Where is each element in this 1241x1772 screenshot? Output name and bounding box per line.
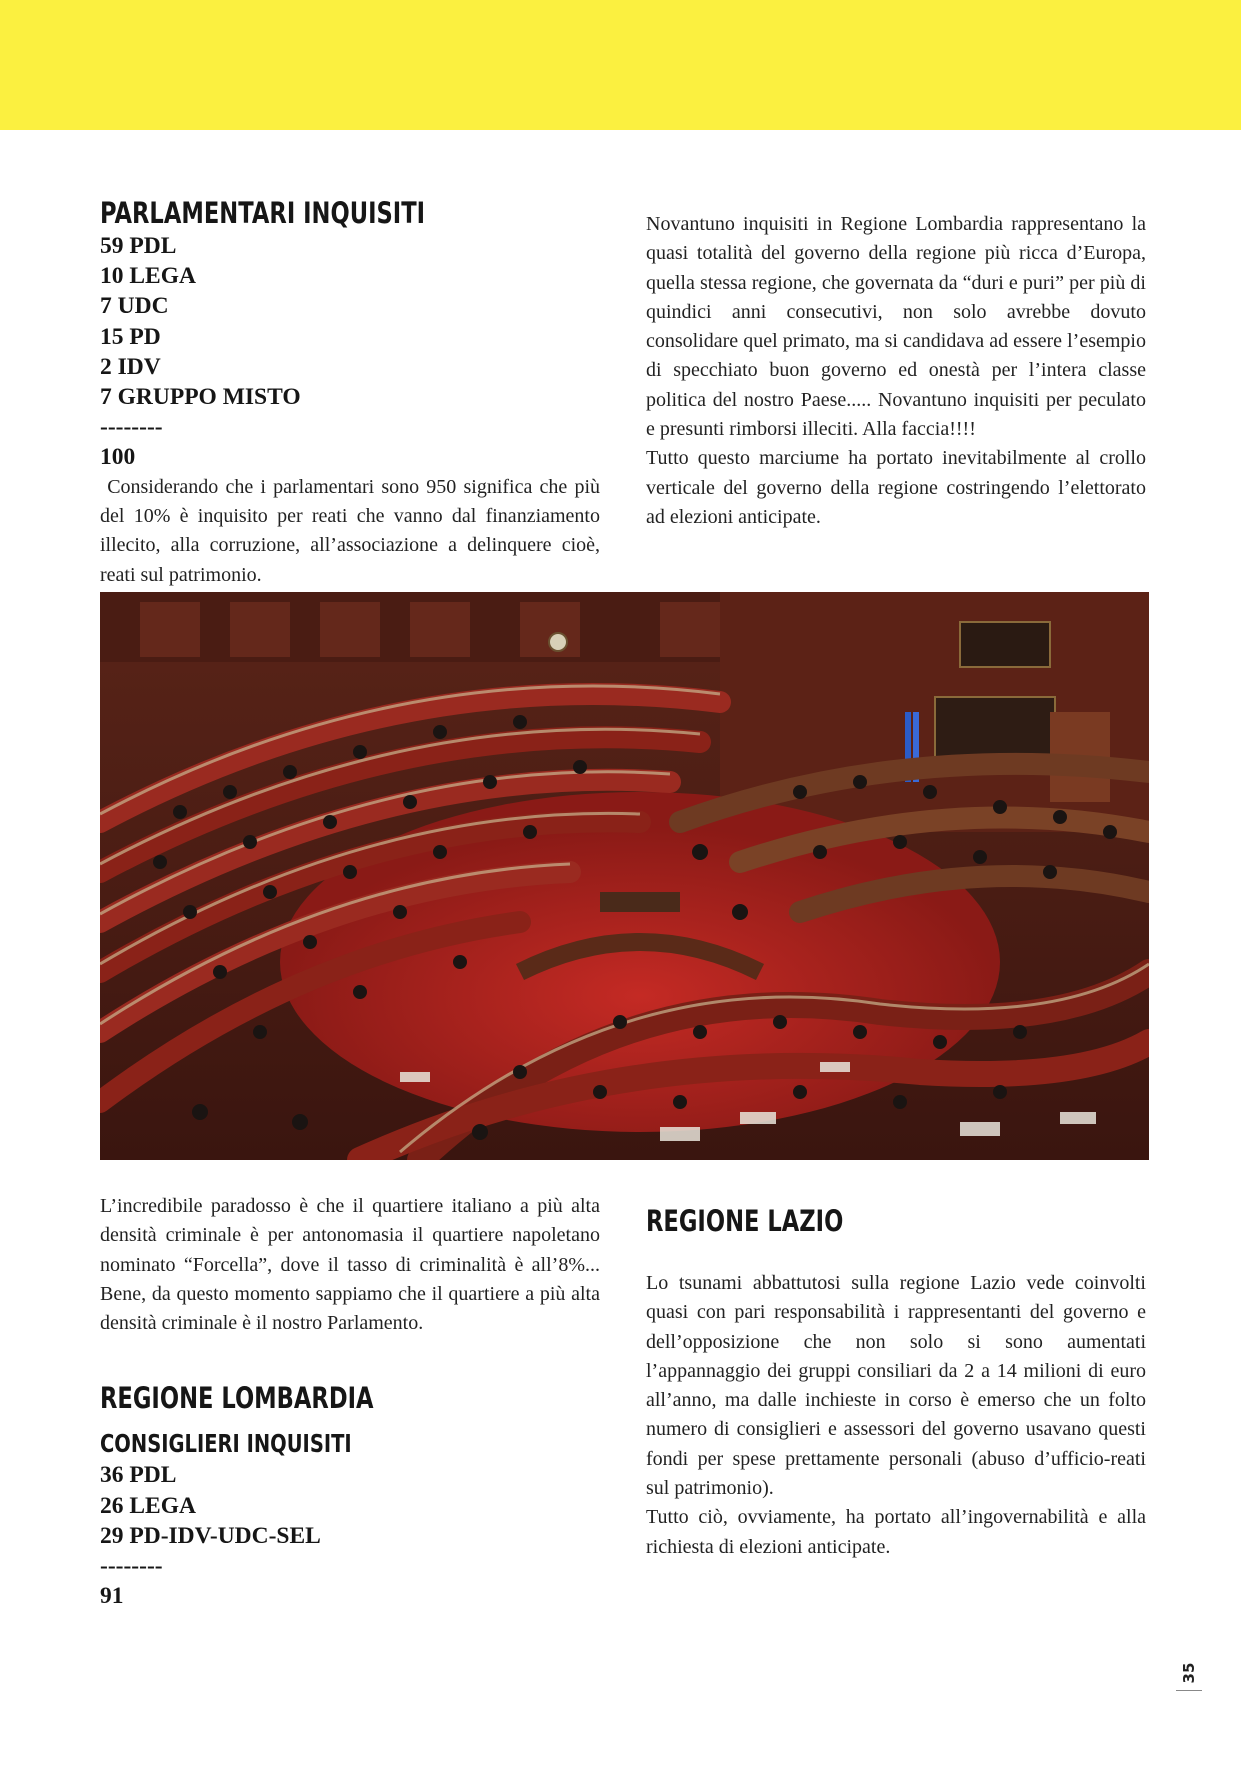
paradox-paragraph: L’incredibile paradosso è che il quartiere italiano a più alta densità criminale è per antonomasia il quartiere napoletano nominato “Forcella”, dove il tasso di criminalità è all’8%... Bene, da questo momento sappiamo che il quartiere a più alta densità criminale è il nostro Parlamento. [100,1195,600,1335]
lazio-paragraph-1: Lo tsunami abbattutosi sulla regione Lazio vede coinvolti quasi con pari responsabilità i rappresentanti del governo e dell’opposizione che non solo si sono aumentati l’appannaggio dei gruppi consiliari da 2 a 14 milioni di euro all’anno, ma dalle inchieste in corso è emerso che un folto numero di consiglieri e assessori del governo usavano questi fondi per spese prettamente personali (abuso d’ufficio-reati sul patrimonio). [646,1272,1146,1500]
regione-lazio-section [646,1203,1146,1562]
page-number: 35 [1180,1662,1198,1684]
list-item: 26 LEGA [100,1492,196,1519]
parlamentari-section [100,195,606,590]
lombardia-text-section [646,210,1146,532]
parlamentari-title: PARLAMENTARI INQUISITI [100,196,426,230]
lazio-paragraph-2: Tutto ciò, ovviamente, ha portato all’ingovernabilità e alla richiesta di elezioni anticipate. [646,1506,1146,1558]
regione-lombardia-title: REGIONE LOMBARDIA [100,1381,374,1416]
list-total: 100 [100,444,136,471]
page-number-rule [1176,1690,1202,1691]
list-item: 59 PDL [100,233,177,259]
header-band [0,0,1241,130]
list-separator: -------- [100,414,163,441]
parliament-chamber-photo [100,592,1149,1160]
consiglieri-inquisiti-subtitle: CONSIGLIERI INQUISITI [100,1429,352,1459]
parlamentari-paragraph: Considerando che i parlamentari sono 950 significa che più del 10% è inquisito per reati che vanno dal finanziamento illecito, alla corruzione, all’associazione a delinquere cioè, reati sul patrimonio. [100,475,606,586]
lombardia-list [100,1460,600,1611]
list-item: 10 LEGA [100,263,196,290]
list-item: 7 UDC [100,293,169,320]
list-item: 2 IDV [100,353,161,380]
list-separator: -------- [100,1553,163,1580]
parlamentari-list [100,231,600,473]
lombardia-paragraph-1: Novantuno inquisiti in Regione Lombardia rappresentano la quasi totalità del governo della regione più ricca d’Europa, quella stessa regione, che governata da “duri e puri” per più di quindici anni consecutivi, non solo avrebbe dovuto consolidare quel primato, ma si candidava ad essere l’esempio di specchiato buon governo ed onestà per l’intera classe politica del nostro Paese..... Novantuno inquisiti per peculato e presunti rimborsi illeciti. Alla faccia!!!! [646,213,1146,441]
list-item: 15 PD [100,323,161,350]
list-total: 91 [100,1583,124,1610]
list-item: 7 GRUPPO MISTO [100,384,301,411]
list-item: 36 PDL [100,1462,177,1489]
lombardia-paragraph-2: Tutto questo marciume ha portato inevitabilmente al crollo verticale del governo della regione costringendo l’elettorato ad elezioni anticipate. [646,447,1146,528]
regione-lazio-title: REGIONE LAZIO [646,1204,844,1238]
paradox-and-lombardia-section [100,1192,600,1612]
list-item: 29 PD-IDV-UDC-SEL [100,1522,321,1549]
